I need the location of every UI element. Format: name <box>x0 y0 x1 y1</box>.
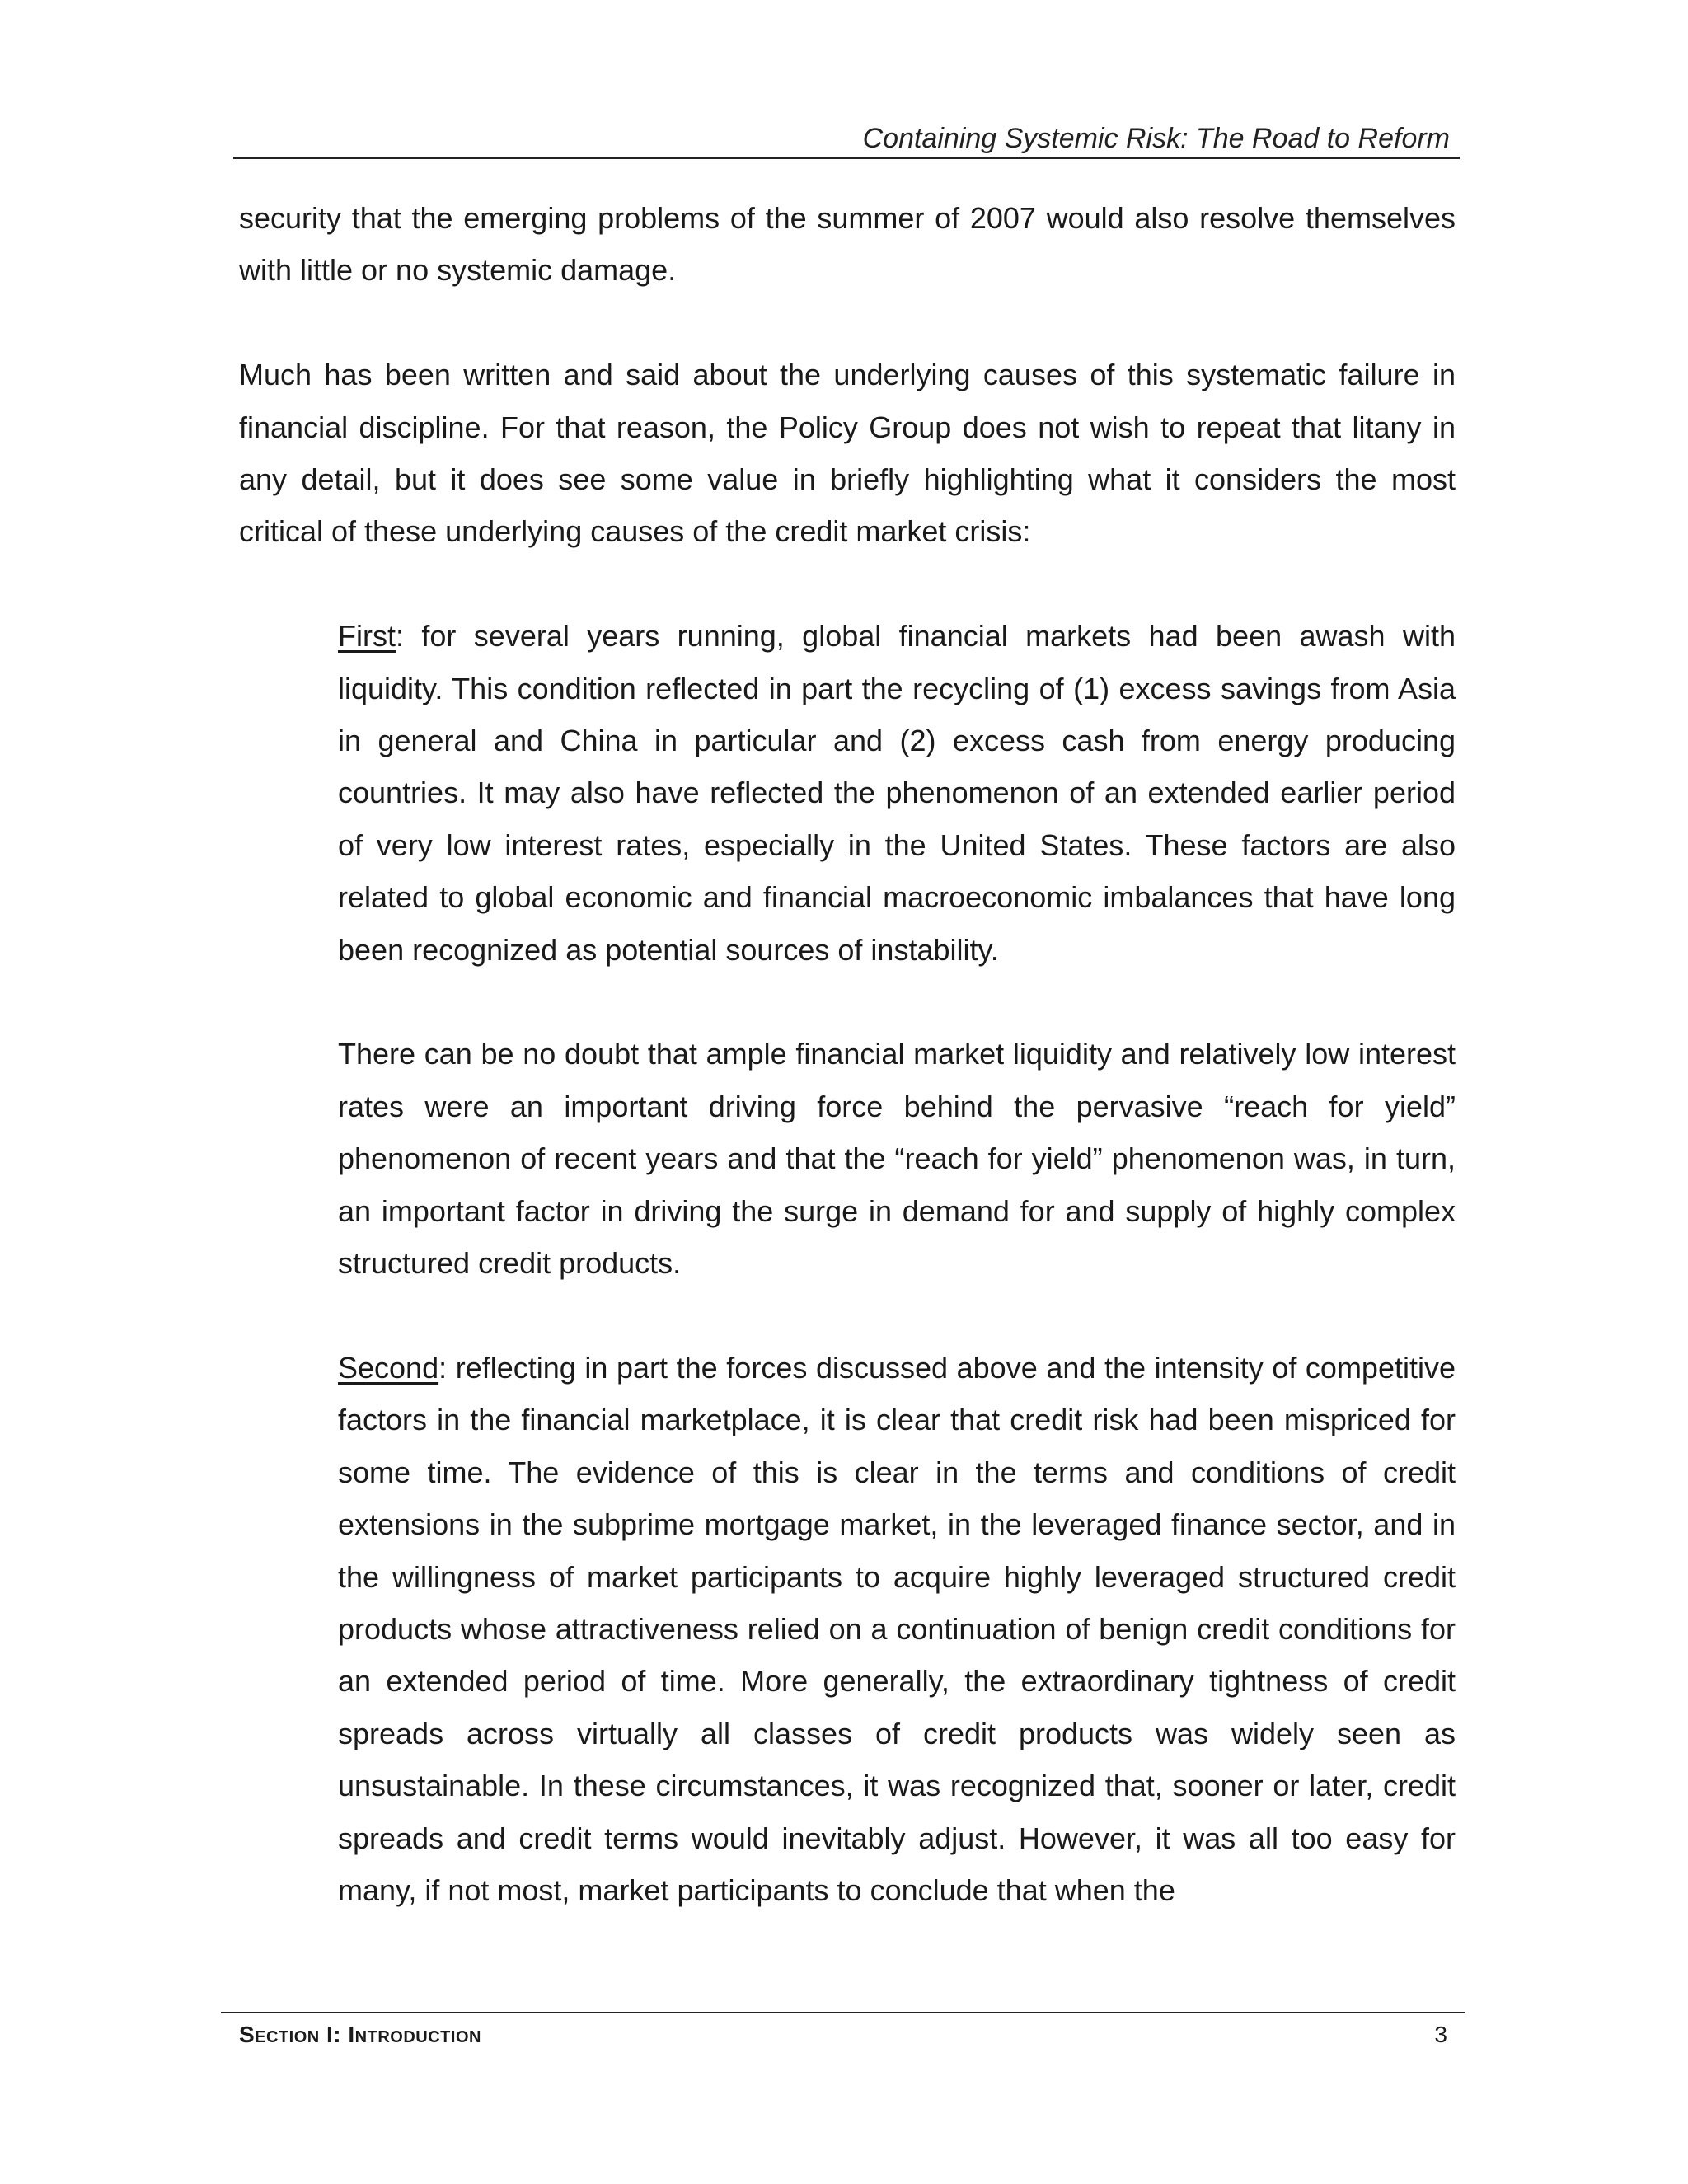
paragraph-reach-for-yield: There can be no doubt that ample financial market liquidity and relatively low interest rates were an important driving force behind the pervasive “reach for yield” phenomenon of recent years and that the “reach for yield” phenomenon was, in turn, an important factor in driving the surge in demand for and supply of highly complex structured credit products. <box>338 1037 1456 1281</box>
paragraph-underlying-causes: Much has been written and said about the underlying causes of this systematic failure in financial discipline. For that reason, the Policy Group does not wish to repeat that litany in any detail, but it does see some value in briefly highlighting what it considers the most critical of these underlying causes of the credit market crisis: <box>239 358 1456 549</box>
page-number: 3 <box>1434 2022 1447 2047</box>
paragraph-first-cause <box>338 610 1456 976</box>
running-title: Containing Systemic Risk: The Road to Reform <box>862 123 1450 154</box>
second-text: : reflecting in part the forces discussed above and the intensity of competitive factors in the financial marketplace, it is clear that credit risk had been mispriced for some time. The evidence of this is clear in the terms and conditions of credit extensions in the subprime mortgage market, in the leveraged finance sector, and in the willingness of market participants to acquire highly leveraged structured credit products whose attractiveness relied on a continuation of benign credit conditions for an extended period of time. More generally, the extraordinary tightness of credit spreads across virtually all classes of credit products was widely seen as unsustainable. In these circumstances, it was recognized that, sooner or later, credit spreads and credit terms would inevitably adjust. However, it was all too easy for many, if not most, market participants to conclude that when the <box>338 1350 1456 1907</box>
document-body <box>239 192 1456 1916</box>
first-label: First <box>338 619 396 654</box>
page-header <box>233 122 1460 159</box>
paragraph-second-cause <box>338 1342 1456 1916</box>
footer-section-title: Section I: Introduction <box>239 2022 481 2047</box>
second-label: Second <box>338 1350 439 1385</box>
paragraph-continuation: security that the emerging problems of the summer of 2007 would also resolve themselves with little or no systemic damage. <box>239 201 1456 288</box>
first-text: : for several years running, global financial markets had been awash with liquidity. This condition reflected in part the recycling of (1) excess savings from Asia in general and China in particular and (2) excess cash from energy producing countries. It may also have reflected the phenomenon of an extended earlier period of very low interest rates, especially in the United States. These factors are also related to global economic and financial macroeconomic imbalances that have long been recognized as potential sources of instability. <box>338 619 1456 967</box>
page-footer <box>221 2012 1465 2047</box>
